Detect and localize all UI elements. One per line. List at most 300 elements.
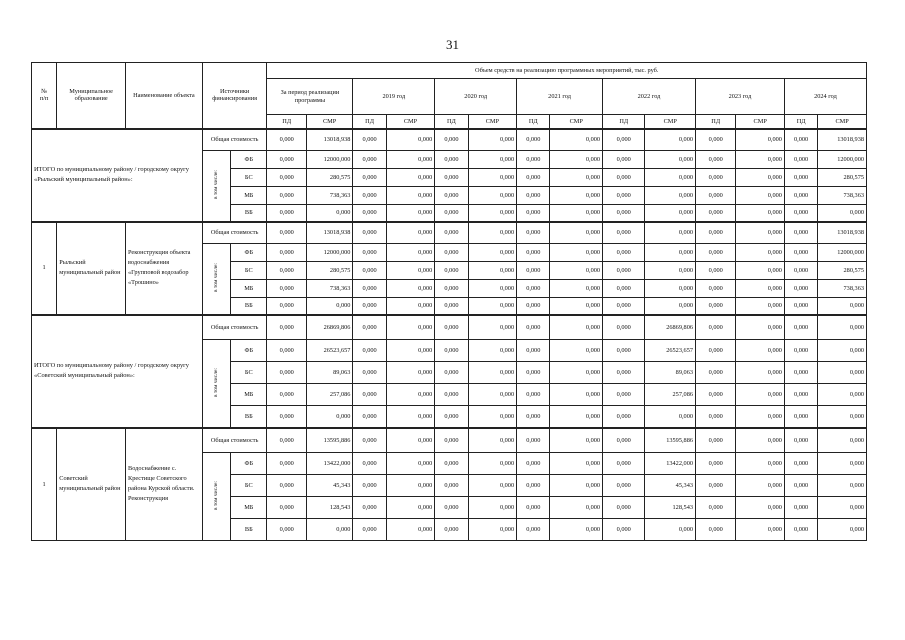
value-cell: 0,000 [736,151,785,169]
value-cell: 0,000 [784,151,817,169]
page-number: 31 [446,37,459,52]
value-cell: 738,363 [306,280,352,298]
header-pd: ПД [353,115,386,129]
value-cell: 0,000 [517,406,550,428]
value-cell: 0,000 [696,205,736,222]
item-number: 1 [32,222,57,315]
value-cell: 0,000 [784,384,817,406]
value-cell: 0,000 [267,453,306,475]
header-pd: ПД [696,115,736,129]
value-cell: 0,000 [386,262,435,280]
value-cell: 0,000 [696,340,736,362]
value-cell: 0,000 [353,453,386,475]
value-cell: 0,000 [696,169,736,187]
value-cell: 0,000 [603,453,645,475]
value-cell: 0,000 [468,169,517,187]
value-cell: 0,000 [435,205,468,222]
table-row [32,428,867,453]
value-cell: 0,000 [267,497,306,519]
value-cell: 0,000 [603,340,645,362]
value-cell: 0,000 [435,384,468,406]
value-cell: 0,000 [353,187,386,205]
including-label: в том числе: [213,367,220,397]
value-cell: 0,000 [818,453,867,475]
value-cell: 0,000 [386,384,435,406]
value-cell: 0,000 [386,340,435,362]
value-cell: 0,000 [435,169,468,187]
value-cell: 0,000 [818,362,867,384]
value-cell: 0,000 [435,497,468,519]
value-cell: 280,575 [306,169,352,187]
value-cell: 0,000 [736,222,785,244]
value-cell: 0,000 [696,280,736,298]
value-cell: 0,000 [517,362,550,384]
value-cell: 0,000 [736,453,785,475]
header-year: 2024 год [784,79,866,115]
value-cell: 0,000 [550,519,603,541]
value-cell: 0,000 [603,428,645,453]
value-cell: 0,000 [353,315,386,340]
value-cell: 0,000 [306,406,352,428]
value-cell: 0,000 [784,475,817,497]
value-cell: 0,000 [603,262,645,280]
value-cell: 280,575 [306,262,352,280]
value-cell: 0,000 [550,362,603,384]
value-cell: 0,000 [696,315,736,340]
value-cell: 0,000 [435,262,468,280]
value-cell: 12000,000 [818,151,867,169]
value-cell: 280,575 [818,262,867,280]
value-cell: 26869,806 [645,315,696,340]
source-label: ВБ [231,406,267,428]
value-cell: 0,000 [696,428,736,453]
source-label: ФБ [231,151,267,169]
value-cell: 0,000 [696,497,736,519]
including-label-cell [202,340,230,428]
value-cell: 0,000 [736,129,785,151]
value-cell: 45,343 [306,475,352,497]
value-cell: 0,000 [736,298,785,315]
source-total-label: Общая стоимость [202,222,267,244]
value-cell: 0,000 [267,340,306,362]
value-cell: 0,000 [468,453,517,475]
value-cell: 0,000 [267,384,306,406]
value-cell: 0,000 [603,222,645,244]
source-label: МБ [231,384,267,406]
value-cell: 0,000 [550,129,603,151]
value-cell: 0,000 [603,519,645,541]
value-cell: 12000,000 [306,151,352,169]
value-cell: 0,000 [267,169,306,187]
value-cell: 0,000 [468,362,517,384]
value-cell: 0,000 [603,151,645,169]
value-cell: 0,000 [386,428,435,453]
value-cell: 0,000 [386,169,435,187]
value-cell: 0,000 [603,298,645,315]
value-cell: 0,000 [736,497,785,519]
item-number: 1 [32,428,57,541]
value-cell: 0,000 [818,315,867,340]
header-object-name: Наименование объекта [126,63,203,129]
value-cell: 0,000 [435,315,468,340]
value-cell: 0,000 [645,519,696,541]
value-cell: 257,086 [306,384,352,406]
value-cell: 0,000 [267,151,306,169]
value-cell: 738,363 [818,280,867,298]
value-cell: 0,000 [386,222,435,244]
value-cell: 0,000 [550,428,603,453]
value-cell: 0,000 [645,205,696,222]
value-cell: 128,543 [645,497,696,519]
total-label: ИТОГО по муниципальному району / городскому округу «Советский муниципальный район»: [32,315,203,428]
header-smr: СМР [818,115,867,129]
object-name: Реконструкция объекта водоснабжения «Групповой водозабор «Трошино» [126,222,203,315]
value-cell: 0,000 [818,406,867,428]
value-cell: 0,000 [550,298,603,315]
value-cell: 0,000 [550,384,603,406]
value-cell: 0,000 [353,169,386,187]
table-row [32,129,867,151]
value-cell: 0,000 [736,428,785,453]
value-cell: 0,000 [386,298,435,315]
value-cell: 0,000 [784,406,817,428]
header-smr: СМР [468,115,517,129]
value-cell: 0,000 [468,280,517,298]
value-cell: 0,000 [818,475,867,497]
value-cell: 0,000 [353,340,386,362]
value-cell: 0,000 [736,340,785,362]
value-cell: 280,575 [818,169,867,187]
value-cell: 0,000 [353,384,386,406]
value-cell: 0,000 [603,362,645,384]
value-cell: 0,000 [696,151,736,169]
value-cell: 0,000 [468,244,517,262]
value-cell: 0,000 [353,151,386,169]
value-cell: 0,000 [603,475,645,497]
value-cell: 13595,886 [306,428,352,453]
value-cell: 0,000 [517,222,550,244]
value-cell: 0,000 [784,497,817,519]
value-cell: 0,000 [784,453,817,475]
funding-table [31,62,867,541]
value-cell: 0,000 [468,222,517,244]
value-cell: 0,000 [267,362,306,384]
value-cell: 0,000 [736,187,785,205]
source-label: ФБ [231,453,267,475]
value-cell: 0,000 [267,519,306,541]
value-cell: 0,000 [517,205,550,222]
value-cell: 0,000 [784,315,817,340]
value-cell: 0,000 [696,222,736,244]
header-sources: Источники финансирования [202,63,267,129]
source-label: ВБ [231,205,267,222]
header-smr: СМР [645,115,696,129]
value-cell: 0,000 [468,205,517,222]
value-cell: 0,000 [645,222,696,244]
value-cell: 0,000 [353,298,386,315]
value-cell: 0,000 [517,428,550,453]
value-cell: 0,000 [818,497,867,519]
value-cell: 0,000 [468,519,517,541]
source-label: БС [231,262,267,280]
value-cell: 0,000 [603,315,645,340]
value-cell: 0,000 [267,428,306,453]
value-cell: 0,000 [517,187,550,205]
value-cell: 0,000 [353,497,386,519]
value-cell: 0,000 [517,244,550,262]
value-cell: 0,000 [386,315,435,340]
value-cell: 13595,886 [645,428,696,453]
including-label-cell [202,151,230,222]
value-cell: 0,000 [267,406,306,428]
value-cell: 0,000 [550,222,603,244]
value-cell: 0,000 [353,129,386,151]
value-cell: 0,000 [784,169,817,187]
value-cell: 0,000 [468,129,517,151]
value-cell: 0,000 [353,475,386,497]
value-cell: 0,000 [696,406,736,428]
header-pd: ПД [517,115,550,129]
value-cell: 0,000 [696,362,736,384]
value-cell: 0,000 [267,222,306,244]
value-cell: 0,000 [353,362,386,384]
value-cell: 0,000 [645,406,696,428]
source-label: МБ [231,280,267,298]
value-cell: 12000,000 [818,244,867,262]
value-cell: 0,000 [645,129,696,151]
value-cell: 0,000 [353,428,386,453]
value-cell: 13018,938 [818,129,867,151]
value-cell: 0,000 [517,453,550,475]
value-cell: 0,000 [267,262,306,280]
value-cell: 0,000 [517,340,550,362]
value-cell: 0,000 [435,362,468,384]
value-cell: 0,000 [603,406,645,428]
value-cell: 0,000 [696,384,736,406]
value-cell: 13018,938 [818,222,867,244]
value-cell: 0,000 [550,187,603,205]
value-cell: 13422,000 [645,453,696,475]
value-cell: 0,000 [736,280,785,298]
source-label: МБ [231,497,267,519]
value-cell: 0,000 [550,244,603,262]
value-cell: 0,000 [603,384,645,406]
value-cell: 0,000 [784,428,817,453]
value-cell: 0,000 [386,151,435,169]
value-cell: 0,000 [435,519,468,541]
value-cell: 0,000 [736,362,785,384]
value-cell: 26523,657 [306,340,352,362]
value-cell: 0,000 [517,475,550,497]
value-cell: 0,000 [818,384,867,406]
value-cell: 0,000 [736,315,785,340]
header-municipality: Муниципальное образование [57,63,126,129]
value-cell: 0,000 [696,298,736,315]
source-label: БС [231,362,267,384]
value-cell: 0,000 [517,497,550,519]
value-cell: 0,000 [386,244,435,262]
value-cell: 0,000 [550,169,603,187]
header-smr: СМР [386,115,435,129]
value-cell: 0,000 [468,406,517,428]
value-cell: 0,000 [435,222,468,244]
value-cell: 0,000 [645,262,696,280]
value-cell: 0,000 [818,298,867,315]
value-cell: 0,000 [603,497,645,519]
value-cell: 0,000 [784,244,817,262]
value-cell: 0,000 [435,475,468,497]
header-pd: ПД [784,115,817,129]
value-cell: 0,000 [736,244,785,262]
value-cell: 0,000 [435,187,468,205]
value-cell: 89,063 [645,362,696,384]
source-total-label: Общая стоимость [202,129,267,151]
value-cell: 0,000 [435,453,468,475]
value-cell: 0,000 [818,340,867,362]
value-cell: 0,000 [603,187,645,205]
value-cell: 0,000 [784,187,817,205]
header-volume-title: Объем средств на реализацию программных мероприятий, тыс. руб. [267,63,867,79]
value-cell: 0,000 [386,497,435,519]
value-cell: 0,000 [696,475,736,497]
value-cell: 0,000 [696,187,736,205]
header-year: 2020 год [435,79,517,115]
value-cell: 0,000 [386,406,435,428]
source-label: ВБ [231,298,267,315]
value-cell: 0,000 [267,244,306,262]
table-row [32,222,867,244]
value-cell: 0,000 [468,151,517,169]
value-cell: 0,000 [468,315,517,340]
value-cell: 0,000 [435,298,468,315]
including-label: в том числе: [213,263,220,293]
value-cell: 738,363 [818,187,867,205]
value-cell: 0,000 [645,280,696,298]
value-cell: 13018,938 [306,222,352,244]
source-label: БС [231,475,267,497]
value-cell: 0,000 [306,205,352,222]
source-label: ВБ [231,519,267,541]
value-cell: 26869,806 [306,315,352,340]
value-cell: 0,000 [696,262,736,280]
including-label: в том числе: [213,170,220,200]
value-cell: 0,000 [550,280,603,298]
value-cell: 0,000 [517,298,550,315]
value-cell: 0,000 [550,497,603,519]
total-label: ИТОГО по муниципальному району / городскому округу «Рыльский муниципальный район»: [32,129,203,222]
value-cell: 0,000 [306,298,352,315]
value-cell: 0,000 [435,428,468,453]
value-cell: 0,000 [468,428,517,453]
value-cell: 0,000 [517,519,550,541]
value-cell: 26523,657 [645,340,696,362]
value-cell: 0,000 [736,519,785,541]
value-cell: 0,000 [550,340,603,362]
value-cell: 0,000 [550,315,603,340]
value-cell: 0,000 [267,280,306,298]
value-cell: 0,000 [386,129,435,151]
value-cell: 0,000 [550,262,603,280]
value-cell: 0,000 [736,384,785,406]
value-cell: 0,000 [696,519,736,541]
header-no: № п/п [32,63,57,129]
value-cell: 0,000 [267,205,306,222]
including-label: в том числе: [213,480,220,510]
header-pd: ПД [267,115,306,129]
value-cell: 0,000 [736,406,785,428]
header-year: 2019 год [353,79,435,115]
value-cell: 738,363 [306,187,352,205]
source-total-label: Общая стоимость [202,315,267,340]
value-cell: 0,000 [550,453,603,475]
value-cell: 0,000 [736,262,785,280]
value-cell: 128,543 [306,497,352,519]
source-label: ФБ [231,340,267,362]
value-cell: 0,000 [386,362,435,384]
value-cell: 0,000 [550,406,603,428]
value-cell: 0,000 [517,129,550,151]
source-label: ФБ [231,244,267,262]
value-cell: 13422,000 [306,453,352,475]
municipality-name: Советский муниципальный район [57,428,126,541]
value-cell: 0,000 [386,280,435,298]
value-cell: 0,000 [353,262,386,280]
source-label: МБ [231,187,267,205]
source-total-label: Общая стоимость [202,428,267,453]
value-cell: 0,000 [784,280,817,298]
value-cell: 0,000 [784,340,817,362]
value-cell: 45,343 [645,475,696,497]
value-cell: 0,000 [603,129,645,151]
value-cell: 0,000 [386,519,435,541]
value-cell: 0,000 [435,340,468,362]
header-year: 2022 год [603,79,696,115]
value-cell: 0,000 [267,187,306,205]
value-cell: 0,000 [353,205,386,222]
value-cell: 0,000 [468,384,517,406]
header-smr: СМР [736,115,785,129]
object-name: Водоснабжение с. Крестище Советского района Курской области. Реконструкция [126,428,203,541]
value-cell: 0,000 [603,169,645,187]
value-cell: 0,000 [517,384,550,406]
value-cell: 0,000 [353,519,386,541]
value-cell: 0,000 [353,280,386,298]
value-cell: 0,000 [784,129,817,151]
including-label-cell [202,244,230,315]
value-cell: 0,000 [603,280,645,298]
value-cell: 0,000 [550,475,603,497]
value-cell: 89,063 [306,362,352,384]
value-cell: 0,000 [468,262,517,280]
value-cell: 0,000 [784,222,817,244]
value-cell: 0,000 [267,315,306,340]
value-cell: 0,000 [435,151,468,169]
value-cell: 0,000 [696,129,736,151]
value-cell: 0,000 [267,298,306,315]
value-cell: 0,000 [267,129,306,151]
value-cell: 0,000 [784,519,817,541]
value-cell: 13018,938 [306,129,352,151]
value-cell: 0,000 [386,453,435,475]
value-cell: 0,000 [603,244,645,262]
value-cell: 0,000 [517,169,550,187]
value-cell: 0,000 [784,205,817,222]
value-cell: 0,000 [435,129,468,151]
value-cell: 0,000 [517,151,550,169]
header-pd: ПД [603,115,645,129]
value-cell: 257,086 [645,384,696,406]
value-cell: 0,000 [306,519,352,541]
